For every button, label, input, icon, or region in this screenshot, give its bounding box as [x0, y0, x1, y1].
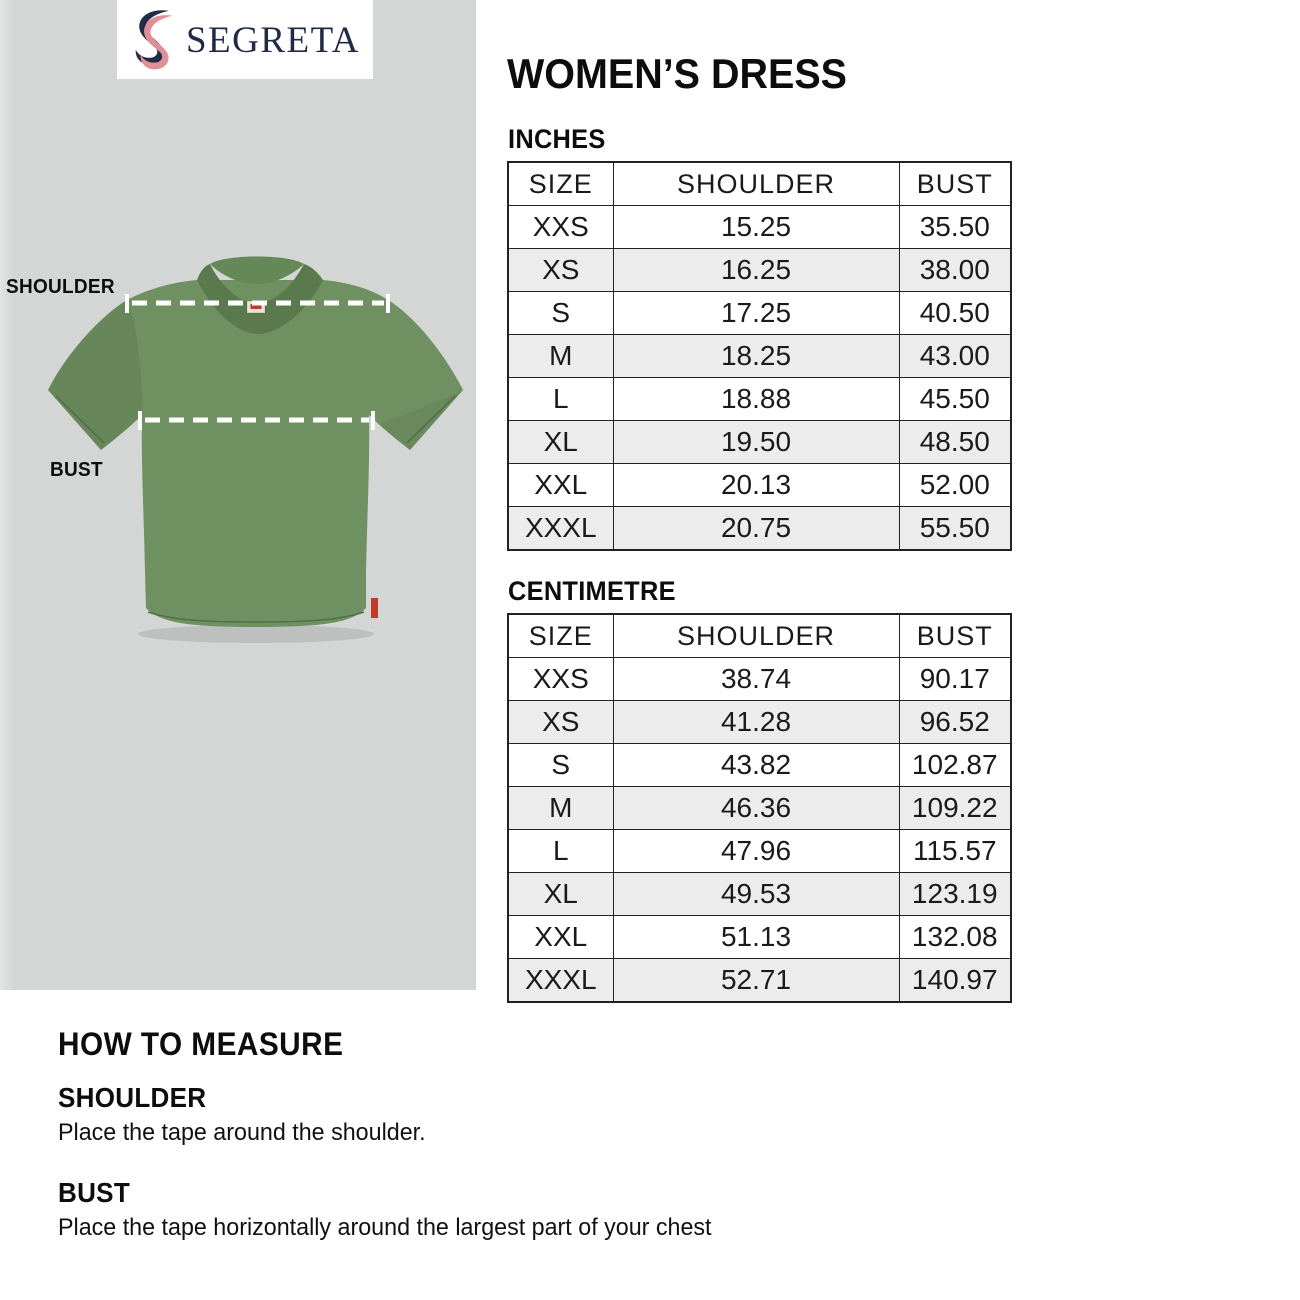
tshirt-illustration: [0, 0, 476, 990]
column-header-size: SIZE: [508, 162, 613, 206]
column-header-shoulder: SHOULDER: [613, 614, 899, 658]
shoulder-measure-label: SHOULDER: [6, 276, 115, 298]
size-cell: XXXL: [508, 507, 613, 551]
bust-instruction-text: Place the tape horizontally around the largest part of your chest: [58, 1214, 712, 1241]
page-title: WOMEN’S DRESS: [507, 50, 848, 97]
shoulder-value-cell: 16.25: [613, 249, 899, 292]
size-row-xxs: [508, 206, 1011, 249]
column-header-shoulder: SHOULDER: [613, 162, 899, 206]
product-photo-panel: [0, 0, 476, 990]
size-cell: S: [508, 744, 613, 787]
shoulder-value-cell: 20.75: [613, 507, 899, 551]
size-cell: XXS: [508, 658, 613, 701]
bust-value-cell: 102.87: [899, 744, 1011, 787]
size-row-xxxl: [508, 507, 1011, 551]
size-row-m: [508, 335, 1011, 378]
size-row-xs: [508, 701, 1011, 744]
shoulder-value-cell: 52.71: [613, 959, 899, 1003]
bust-value-cell: 52.00: [899, 464, 1011, 507]
size-cell: XXXL: [508, 959, 613, 1003]
size-row-xxl: [508, 464, 1011, 507]
shoulder-instruction-heading: SHOULDER: [58, 1082, 207, 1113]
size-cell: M: [508, 335, 613, 378]
size-cell: XL: [508, 873, 613, 916]
bust-value-cell: 115.57: [899, 830, 1011, 873]
size-row-xs: [508, 249, 1011, 292]
size-row-l: [508, 378, 1011, 421]
size-cell: XS: [508, 701, 613, 744]
brand-logo: [117, 0, 373, 79]
size-cell: XXL: [508, 916, 613, 959]
size-cell: XXL: [508, 464, 613, 507]
how-to-measure-title: HOW TO MEASURE: [58, 1026, 344, 1062]
size-row-xxs: [508, 658, 1011, 701]
size-cell: S: [508, 292, 613, 335]
bust-value-cell: 123.19: [899, 873, 1011, 916]
size-row-xxxl: [508, 959, 1011, 1003]
shoulder-value-cell: 38.74: [613, 658, 899, 701]
size-row-s: [508, 744, 1011, 787]
column-header-bust: BUST: [899, 614, 1011, 658]
size-cell: XXS: [508, 206, 613, 249]
size-cell: L: [508, 378, 613, 421]
size-row-xl: [508, 421, 1011, 464]
size-cell: L: [508, 830, 613, 873]
shoulder-value-cell: 18.88: [613, 378, 899, 421]
shoulder-value-cell: 43.82: [613, 744, 899, 787]
centimetre-size-table: [507, 613, 1012, 1003]
size-row-s: [508, 292, 1011, 335]
size-cell: XL: [508, 421, 613, 464]
shoulder-value-cell: 46.36: [613, 787, 899, 830]
table-header-row: [508, 162, 1011, 206]
size-row-l: [508, 830, 1011, 873]
centimetre-section-label: CENTIMETRE: [508, 576, 676, 606]
bust-value-cell: 140.97: [899, 959, 1011, 1003]
size-cell: M: [508, 787, 613, 830]
bust-value-cell: 55.50: [899, 507, 1011, 551]
bust-value-cell: 45.50: [899, 378, 1011, 421]
column-header-size: SIZE: [508, 614, 613, 658]
shoulder-value-cell: 18.25: [613, 335, 899, 378]
shoulder-value-cell: 20.13: [613, 464, 899, 507]
inches-size-table: [507, 161, 1012, 551]
bust-value-cell: 90.17: [899, 658, 1011, 701]
side-hem-tag: [371, 598, 378, 618]
bust-value-cell: 48.50: [899, 421, 1011, 464]
bust-value-cell: 35.50: [899, 206, 1011, 249]
bust-instruction-heading: BUST: [58, 1177, 131, 1208]
shoulder-value-cell: 17.25: [613, 292, 899, 335]
shoulder-value-cell: 49.53: [613, 873, 899, 916]
brand-logo-s-icon: [130, 6, 182, 74]
shoulder-value-cell: 51.13: [613, 916, 899, 959]
column-header-bust: BUST: [899, 162, 1011, 206]
size-row-xxl: [508, 916, 1011, 959]
size-row-m: [508, 787, 1011, 830]
bust-value-cell: 40.50: [899, 292, 1011, 335]
bust-value-cell: 96.52: [899, 701, 1011, 744]
shoulder-value-cell: 47.96: [613, 830, 899, 873]
shoulder-value-cell: 19.50: [613, 421, 899, 464]
inches-section-label: INCHES: [508, 124, 606, 154]
bust-value-cell: 38.00: [899, 249, 1011, 292]
table-header-row: [508, 614, 1011, 658]
bust-value-cell: 132.08: [899, 916, 1011, 959]
size-cell: XS: [508, 249, 613, 292]
bust-measure-label: BUST: [50, 459, 103, 481]
bust-value-cell: 43.00: [899, 335, 1011, 378]
bust-value-cell: 109.22: [899, 787, 1011, 830]
brand-name: SEGRETA: [185, 20, 361, 61]
shoulder-value-cell: 15.25: [613, 206, 899, 249]
shoulder-value-cell: 41.28: [613, 701, 899, 744]
size-row-xl: [508, 873, 1011, 916]
shoulder-instruction-text: Place the tape around the shoulder.: [58, 1119, 426, 1146]
